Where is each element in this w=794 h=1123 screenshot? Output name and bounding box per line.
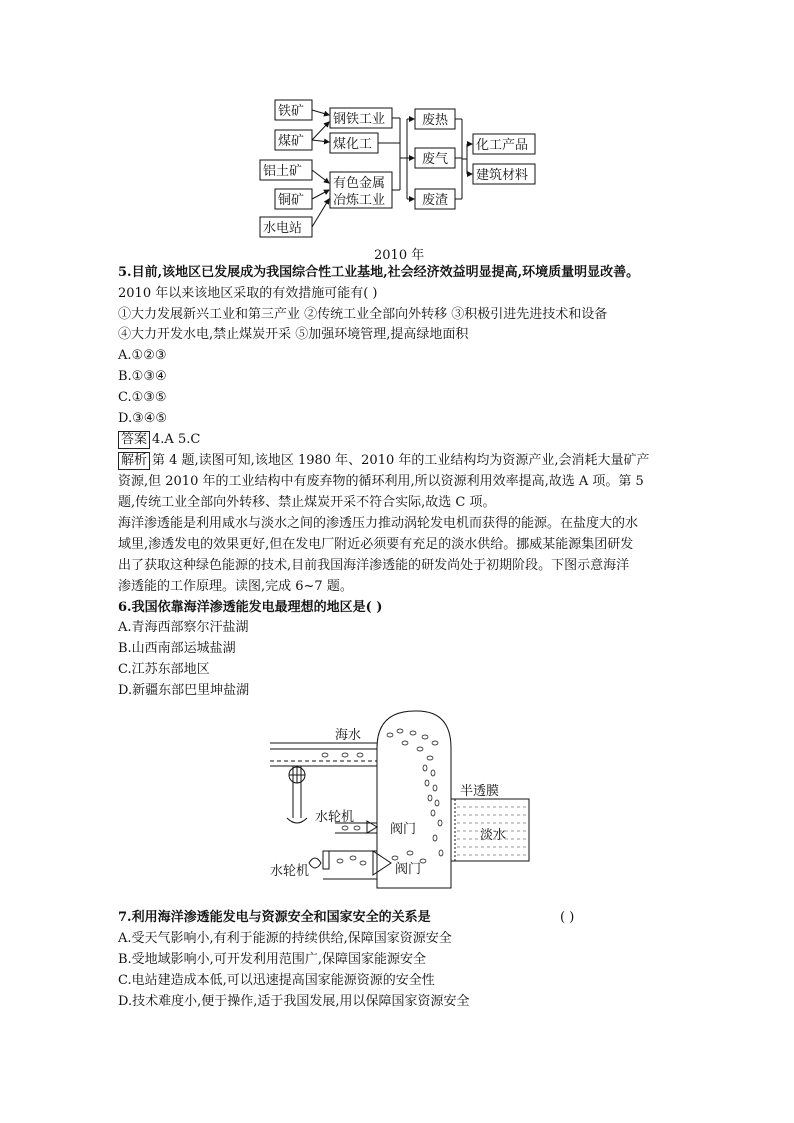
analysis-line1: 第 4 题,读图可知,该地区 1980 年、2010 年的工业结构均为资源产业,会消耗大量矿产: [152, 453, 650, 468]
osmosis-diagram: [265, 703, 545, 903]
q7-choice-c: C.电站建造成本低,可以迅速提高国家能源资源的安全性: [118, 973, 435, 988]
q6-stem: 6.我国依靠海洋渗透能发电最理想的地区是( ): [118, 600, 383, 615]
q5-options-line2: ④大力开发水电,禁止煤炭开采 ⑤加强环境管理,提高绿地面积: [118, 327, 469, 342]
seawater-label: 海水: [335, 728, 362, 743]
q6-choice-c: C.江苏东部地区: [118, 662, 210, 677]
q5-stem-line1: 5.目前,该地区已发展成为我国综合性工业基地,社会经济效益明显提高,环境质量明显改善。: [118, 265, 640, 280]
answer-tag: 答案: [118, 431, 150, 449]
q5-choice-a: A.①②③: [118, 348, 167, 363]
product-label: 建筑材料: [476, 168, 529, 183]
source-label: 铜矿: [278, 193, 305, 208]
answer-text: 4.A 5.C: [152, 432, 201, 447]
flowchart-caption: 2010 年: [374, 248, 425, 263]
answer-row: [118, 430, 200, 450]
waste-label: 废气: [422, 152, 449, 167]
industry-label: 有色金属: [333, 176, 386, 191]
turbine-2-icon: [309, 858, 321, 868]
turbine-1-icon: [287, 818, 307, 823]
turbine-1-label: 水轮机: [315, 810, 355, 825]
source-label: 煤矿: [278, 134, 305, 149]
industry-label: 钢铁工业: [333, 112, 386, 127]
passage-line3: 出了获取这种绿色能源的技术,目前我国海洋渗透能的研发尚处于初期阶段。下图示意海洋: [118, 558, 630, 573]
waste-label: 废渣: [422, 193, 449, 208]
source-label: 铁矿: [278, 104, 305, 119]
source-label: 铝土矿: [263, 164, 303, 179]
q7-choice-d: D.技术难度小,便于操作,适于我国发展,用以保障国家资源安全: [118, 994, 470, 1009]
q7-stem: 7.利用海洋渗透能发电与资源安全和国家安全的关系是: [118, 910, 431, 925]
q5-choice-d: D.③④⑤: [118, 411, 168, 426]
source-label: 水电站: [263, 221, 303, 236]
valve-2-label: 阀门: [395, 862, 422, 877]
turbine-2-label: 水轮机: [270, 864, 310, 879]
industry-flowchart: [250, 95, 550, 245]
valve-1-label: 阀门: [390, 822, 417, 837]
q5-choice-c: C.①③⑤: [118, 390, 167, 405]
q7-choice-a: A.受天气影响小,有利于能源的持续供给,保障国家资源安全: [118, 931, 452, 946]
waste-label: 废热: [422, 113, 449, 128]
q5-stem-line2: 2010 年以来该地区采取的有效措施可能有( ): [118, 286, 378, 301]
membrane-label: 半透膜: [460, 784, 500, 799]
product-label: 化工产品: [476, 138, 529, 153]
industry-label: 煤化工: [333, 137, 373, 152]
analysis-row: [118, 451, 650, 471]
q6-choice-d: D.新疆东部巴里坤盐湖: [118, 683, 250, 698]
valve-2-icon: [373, 851, 391, 875]
passage-line4: 渗透能的工作原理。读图,完成 6~7 题。: [118, 579, 353, 594]
freshwater-label: 淡水: [480, 828, 507, 843]
q7-choice-b: B.受地域影响小,可开发利用范围广,保障国家能源安全: [118, 952, 426, 967]
q5-options-line1: ①大力发展新兴工业和第三产业 ②传统工业全部向外转移 ③积极引进先进技术和设备: [118, 307, 608, 322]
q7-answer-paren: ( ): [560, 910, 575, 925]
passage-line1: 海洋渗透能是利用咸水与淡水之间的渗透压力推动涡轮发电机而获得的能源。在盐度大的水: [118, 516, 639, 531]
passage-line2: 域里,渗透发电的效果更好,但在发电厂附近必须要有充足的淡水供给。挪威某能源集团研发: [118, 537, 634, 552]
industry-label: 冶炼工业: [333, 193, 386, 208]
q5-choice-b: B.①③④: [118, 369, 167, 384]
q6-choice-a: A.青海西部察尔汗盐湖: [118, 620, 249, 635]
analysis-tag: 解析: [118, 452, 150, 470]
analysis-line3: 题,传统工业全部向外转移、禁止煤炭开采不符合实际,故选 C 项。: [118, 495, 496, 510]
analysis-line2: 资源,但 2010 年的工业结构中有废弃物的循环利用,所以资源利用效率提高,故选 A 项。第 5: [118, 474, 644, 489]
q6-choice-b: B.山西南部运城盐湖: [118, 641, 236, 656]
